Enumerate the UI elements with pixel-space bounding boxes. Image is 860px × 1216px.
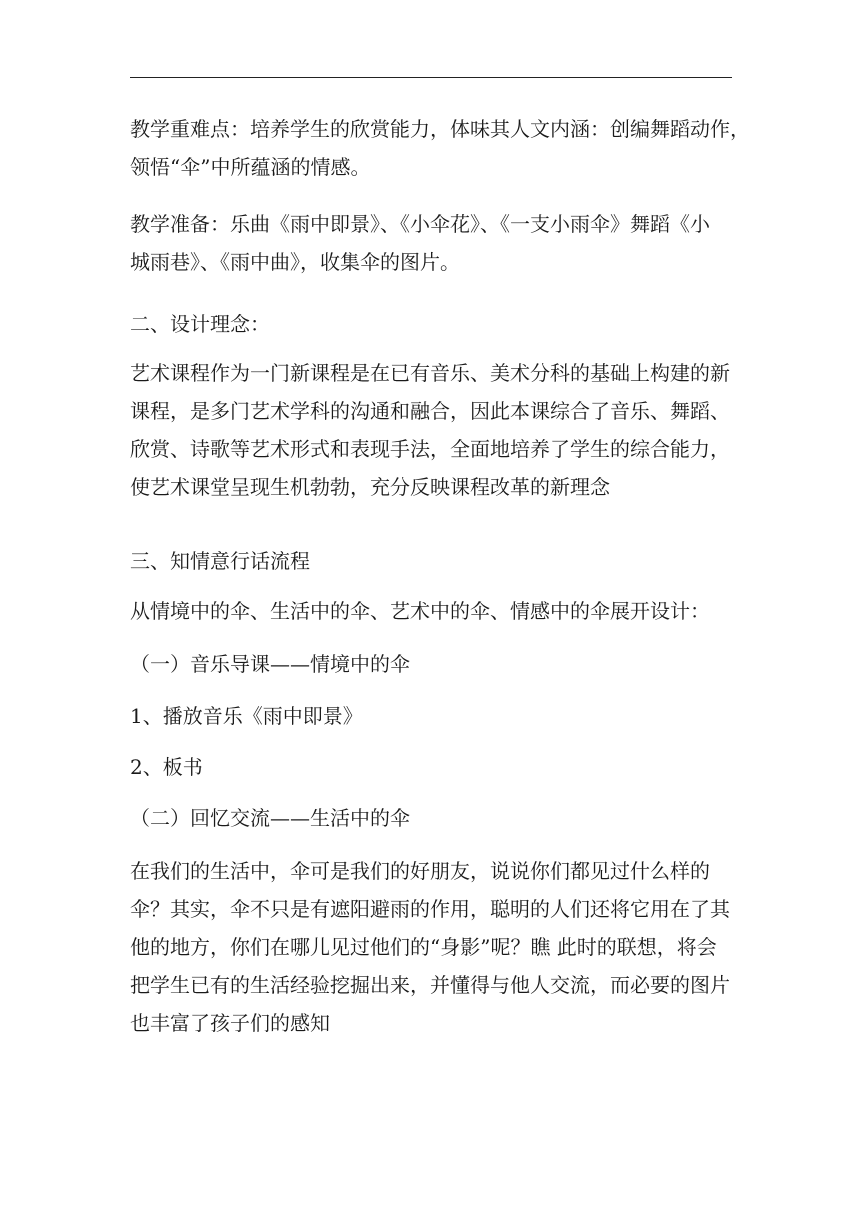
subheading-music-intro [130, 645, 736, 683]
section-heading-design-concept [130, 305, 736, 343]
text-line: 从情境中的伞、生活中的伞、艺术中的伞、情感中的伞展开设计： [130, 599, 710, 623]
text-line: 领悟“伞”中所蕴涵的情感。 [130, 155, 371, 179]
text-line: 艺术课程作为一门新课程是在已有音乐、美术分科的基础上构建的新 [130, 361, 730, 385]
text-line: 教学准备：乐曲《雨中即景》、《小伞花》、《一支小雨伞》舞蹈《小 [130, 212, 710, 236]
text-line: 二、设计理念： [130, 312, 270, 336]
text-line: （一）音乐导课——情境中的伞 [130, 652, 410, 676]
list-item-blackboard [130, 748, 736, 786]
paragraph-preparation [130, 205, 736, 281]
text-line: 他的地方，你们在哪儿见过他们的“身影”呢？瞧 此时的联想，将会 [130, 935, 717, 959]
paragraph-process-intro [130, 592, 736, 630]
text-line: 伞？其实，伞不只是有遮阳避雨的作用，聪明的人们还将它用在了其 [130, 897, 730, 921]
text-line: （二）回忆交流——生活中的伞 [130, 806, 410, 830]
text-line: 2、板书 [130, 755, 203, 779]
paragraph-life-umbrella [130, 852, 736, 1042]
section-heading-process [130, 542, 736, 580]
text-line: 欣赏、诗歌等艺术形式和表现手法，全面地培养了学生的综合能力， [130, 437, 730, 461]
text-line: 课程，是多门艺术学科的沟通和融合，因此本课综合了音乐、舞蹈、 [130, 399, 730, 423]
text-line: 三、知情意行话流程 [130, 549, 310, 573]
text-line: 在我们的生活中，伞可是我们的好朋友，说说你们都见过什么样的 [130, 859, 710, 883]
text-line: 1、播放音乐《雨中即景》 [130, 704, 363, 728]
text-line: 把学生已有的生活经验挖掘出来，并懂得与他人交流，而必要的图片 [130, 973, 730, 997]
subheading-recall-exchange [130, 799, 736, 837]
header-rule [130, 77, 732, 78]
text-line: 也丰富了孩子们的感知 [130, 1011, 330, 1035]
text-line: 使艺术课堂呈现生机勃勃，充分反映课程改革的新理念 [130, 475, 610, 499]
paragraph-design-concept [130, 354, 736, 506]
text-line: 教学重难点：培养学生的欣赏能力，体味其人文内涵：创编舞蹈动作， [130, 117, 750, 141]
text-line: 城雨巷》、《雨中曲》，收集伞的图片。 [130, 250, 460, 274]
paragraph-key-points [130, 110, 750, 186]
list-item-play-music [130, 697, 736, 735]
